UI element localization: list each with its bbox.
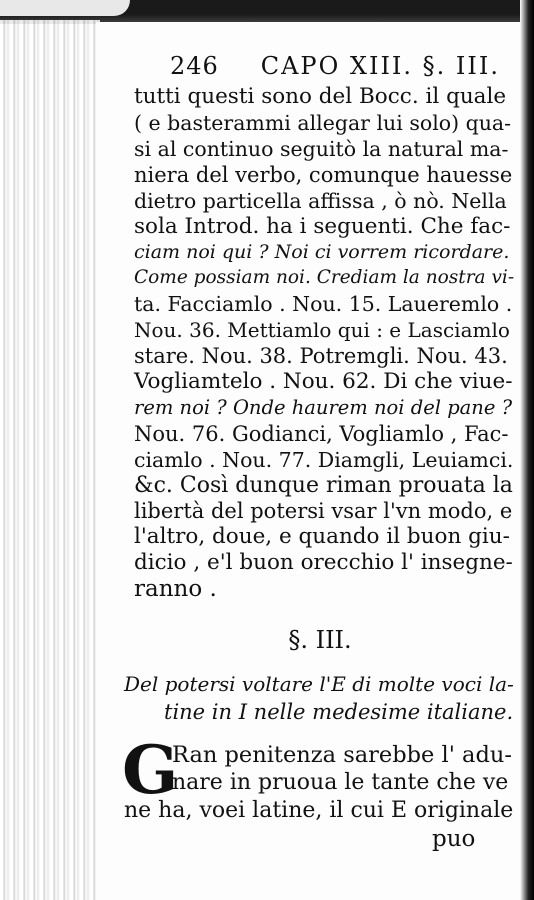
text-line: ciam noi qui ? Noi ci vorrem ricordare. [134, 241, 510, 264]
book-fore-edge [0, 20, 100, 900]
text-line: sola Introd. ha i seguenti. Che fac- [134, 213, 511, 239]
paragraph2-line-3: ne ha, voei latine, il cui E originale [124, 798, 514, 823]
drop-cap: G [122, 731, 179, 809]
text-line: l'altro, doue, e quando il buon giu- [134, 524, 510, 550]
subtitle-line-2: tine in I nelle medesime italiane. [164, 700, 514, 724]
text-line: ciamlo . Nou. 77. Diamgli, Leuiamci. [134, 447, 514, 472]
text-line: si al continuo seguitò la natural ma- [134, 136, 509, 161]
text-line: Nou. 36. Mettiamlo qui : e Lasciamlo [134, 318, 510, 343]
text-line: Come possiam noi. Crediam la nostra vi- [134, 267, 515, 289]
text-line: niera del verbo, comunque hauesse [134, 162, 513, 187]
page-number: 246 [170, 52, 219, 80]
text-line: dicio , e'l buon orecchio l' insegne- [134, 550, 513, 576]
text-line: libertà del potersi vsar l'vn modo, e [134, 499, 513, 524]
text-line: ta. Facciamlo . Nou. 15. Laueremlo . [134, 292, 513, 317]
text-line: &c. Così dunque riman prouata la [134, 472, 513, 498]
text-line: Vogliamtelo . Nou. 62. Di che viue- [134, 368, 513, 394]
paragraph2-line-1: Ran penitenza sarebbe l' adu- [172, 742, 512, 768]
text-line: tutti questi sono del Bocc. il quale [134, 84, 507, 109]
text-line: rem noi ? Onde haurem noi del pane ? [134, 395, 513, 419]
page-right-edge [520, 0, 534, 900]
running-head: CAPO XIII. §. III. [260, 52, 500, 80]
catchword: puo [432, 826, 476, 852]
subtitle-line-1: Del potersi voltare l'E di molte voci la- [124, 672, 514, 696]
text-line: stare. Nou. 38. Potremgli. Nou. 43. [134, 344, 508, 368]
text-line: ( e basterammi allegar lui solo) qua- [134, 110, 512, 135]
text-line: dietro particella affissa , ò nò. Nella [134, 188, 507, 213]
paragraph2-line-2: nare in pruoua le tante che ve [172, 770, 509, 795]
section-heading: §. III. [288, 626, 352, 654]
page-header [170, 52, 500, 80]
text-line: ranno . [134, 576, 217, 603]
text-line: Nou. 76. Godianci, Vogliamlo , Fac- [134, 421, 509, 446]
